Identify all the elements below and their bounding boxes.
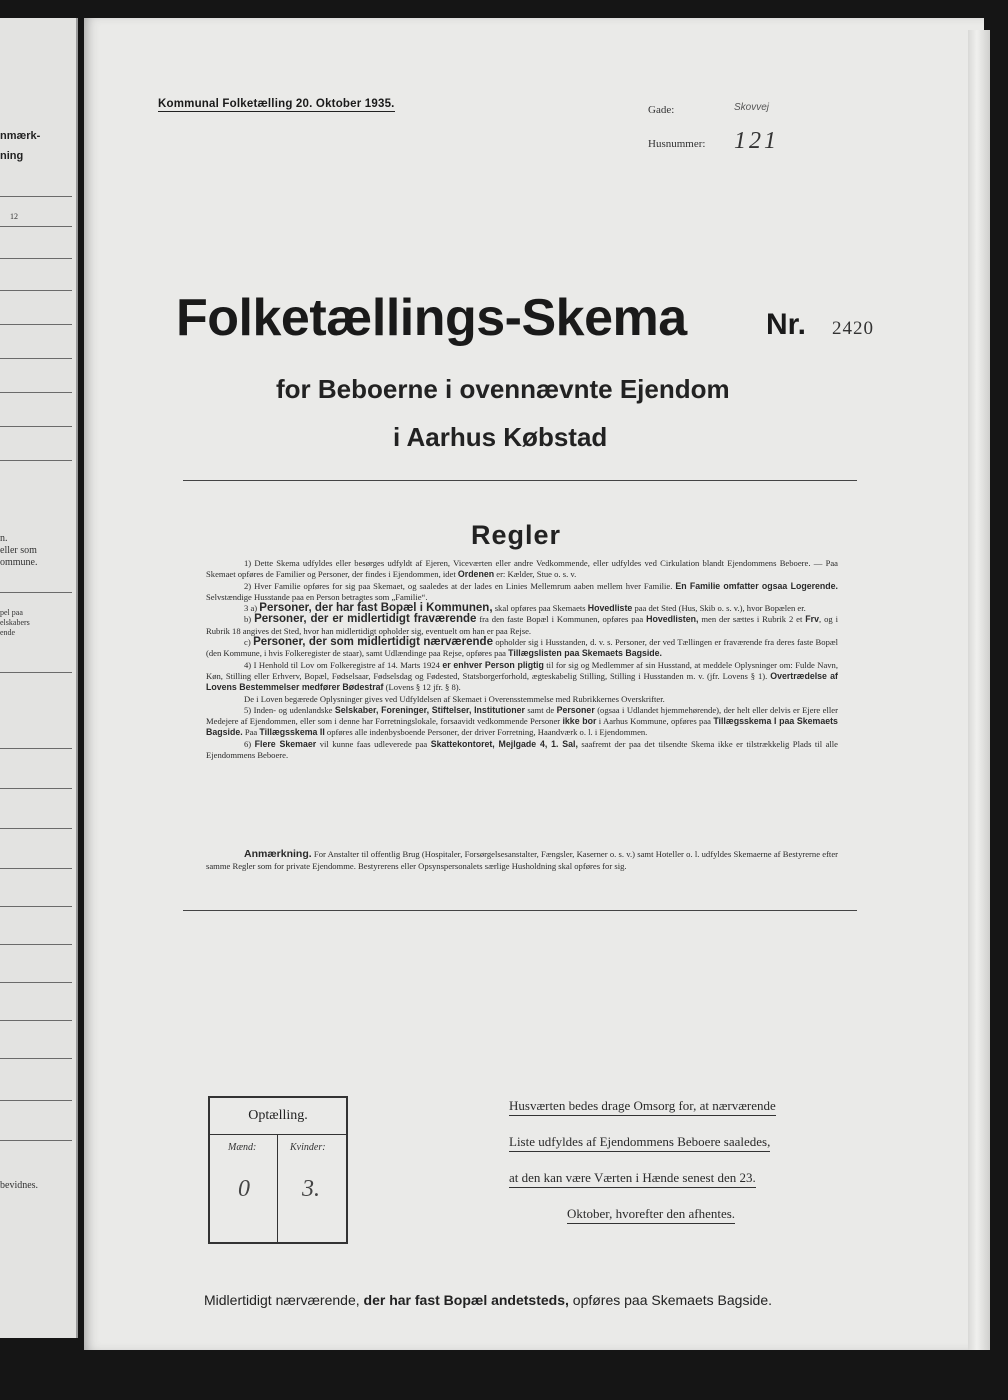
gade-label: Gade:: [648, 104, 675, 116]
left-page-fragment: ning: [0, 150, 24, 162]
rule-3c: c) Personer, der som midlertidigt nærværende opholder sig i Husstanden, d. v. s. Personer, der ved Tællingen er fraværende fra deres faste Bopæl (den Kommune, i hvis Folkeregister de staar), samt Udlændinge paa Rejse, opføres paa Tillægslisten paa Skemaets Bagside.: [206, 636, 838, 659]
census-header: Kommunal Folketælling 20. Oktober 1935.: [158, 98, 395, 110]
notice-line-2: Liste udfyldes af Ejendommens Beboere saaledes,: [509, 1134, 770, 1152]
women-label: Kvinder:: [290, 1142, 326, 1153]
rule-5: 5) Inden- og udenlandske Selskaber, Foreninger, Stiftelser, Institutioner samt de Personer (ogsaa i Udlandet hjemmehørende), der helt eller delvis er Ejere eller Medejere af Ejendommen, eller som i denne har Forretningslokale, forsaavidt vedkommende Personer ikke bor i Aarhus Kommune, opføres paa Tillægsskema I paa Skemaets Bagside. Paa Tillægsskema II opføres alle indenbysboende Personer, der driver Forretning, Haandværk o. l. i Ejendommen.: [206, 704, 838, 738]
rule-3b: b) Personer, der er midlertidigt fraværende fra den faste Bopæl i Kommunen, opføres paa Hovedlisten, men der sættes i Rubrik 2 et Frv, og i Rubrik 18 angives det Sted, hvor han midlertidigt opholder sig, eventuelt om han er paa Rejse.: [206, 613, 838, 636]
left-page-rule: [0, 828, 72, 829]
divider: [183, 910, 857, 911]
left-page-fragment: n.: [0, 533, 8, 544]
left-page-rule: [0, 1020, 72, 1021]
left-page-rule: [0, 460, 72, 461]
left-page-rule: [0, 748, 72, 749]
left-page-rule: [0, 258, 72, 259]
left-page-fragment: nmærk-: [0, 130, 41, 142]
rule-3a: 3 a) Personer, der har fast Bopæl i Kommunen, skal opføres paa Skemaets Hovedliste paa det Sted (Hus, Skib o. s. v.), hvor Bopælen er.: [244, 602, 806, 615]
left-page-rule: [0, 788, 72, 789]
left-page-rule: [0, 324, 72, 325]
left-page-rule: [0, 226, 72, 227]
page-edge: [968, 30, 990, 1350]
rule-4b: De i Loven begærede Oplysninger gives ved Udfyldelsen af Skemaet i Overensstemmelse med Rubrikkernes Overskrifter.: [244, 693, 665, 704]
subtitle-1: for Beboerne i ovennævnte Ejendom: [276, 374, 730, 404]
gade-value: Skovvej: [734, 102, 770, 113]
left-page-rule: [0, 426, 72, 427]
box-rule: [277, 1134, 278, 1242]
rule-1: 1) Dette Skema udfyldes eller besørges udfyldt af Ejeren, Viceværten eller andre Vedkommende, eller udfyldes ved Cirkulation blandt Ejendommens Beboere. — Paa Skemaet opføres de Familier og Personer, der findes i Ejendommen, idet Ordenen er: Kælder, Stue o. s. v.: [206, 558, 838, 580]
left-page-rule: [0, 672, 72, 673]
divider: [183, 480, 857, 481]
rule-2: 2) Hver Familie opføres for sig paa Skemaet, og saaledes at der lades en Linies Mellemrum aaben mellem hver Familie. En Familie omfatter ogsaa Logerende. Selvstændige Husstande paa en Person betragtes som „Familie“.: [206, 580, 838, 602]
left-page-fragment: elskabers: [0, 618, 30, 627]
left-page-rule: [0, 290, 72, 291]
rules-text: [206, 558, 838, 761]
left-page-fragment: ommune.: [0, 557, 38, 568]
nr-value: 2420: [832, 318, 874, 339]
left-page-rule: [0, 868, 72, 869]
men-count: 0: [238, 1176, 250, 1202]
optaelling-title: Optælling.: [248, 1108, 308, 1123]
left-page-strip: [0, 18, 78, 1338]
left-page-rule: [0, 358, 72, 359]
left-page-rule: [0, 592, 72, 593]
anmaerkning: [206, 848, 838, 872]
notice-line-3: at den kan være Værten i Hænde senest den 23.: [509, 1170, 756, 1188]
regler-heading: Regler: [471, 520, 562, 550]
husnummer-value: 121: [734, 128, 779, 154]
husnummer-label: Husnummer:: [648, 138, 706, 150]
left-page-rule: [0, 196, 72, 197]
left-page-fragment: bevidnes.: [0, 1180, 39, 1191]
left-page-rule: [0, 944, 72, 945]
left-page-fragment: eller som: [0, 545, 37, 556]
left-page-rule: [0, 1058, 72, 1059]
left-page-rule: [0, 1140, 72, 1141]
women-count: 3.: [302, 1176, 320, 1202]
optaelling-box: [208, 1096, 348, 1244]
left-page-rule: [0, 1100, 72, 1101]
left-page-rule: [0, 392, 72, 393]
left-page-rule: [0, 906, 72, 907]
subtitle-2: i Aarhus Købstad: [393, 422, 608, 452]
left-page-fragment: 12: [10, 212, 18, 221]
left-page-fragment: ende: [0, 628, 16, 637]
left-page-fragment: pel paa: [0, 608, 23, 617]
notice-line-1: Husværten bedes drage Omsorg for, at nærværende: [509, 1098, 776, 1116]
left-page-rule: [0, 982, 72, 983]
anmaerkning-label: Anmærkning.: [244, 848, 312, 860]
men-label: Mænd:: [228, 1142, 257, 1153]
rule-6: 6) Flere Skemaer vil kunne faas udleverede paa Skattekontoret, Mejlgade 4, 1. Sal, saafremt der paa det tilsendte Skema ikke er tilstrækkelig Plads til alle Ejendommens Beboere.: [206, 738, 838, 761]
rule-4: 4) I Henhold til Lov om Folkeregistre af 14. Marts 1924 er enhver Person pligtig til for sig og Medlemmer af sin Husstand, at meddele Oplysninger om: Fulde Navn, Køn, Stilling eller Erhverv, Bopæl, Fødselsaar, Fødselsdag og Fødested, Statsborgerforhold, ægteskabelig Stilling, Stilling i Husstanden m. v. (jfr. Lovens § 1). Overtrædelse af Lovens Bestemmelser medfører Bødestraf (Lovens § 12 jfr. § 8).: [206, 659, 838, 693]
box-rule: [210, 1134, 346, 1135]
notice-line-4: Oktober, hvorefter den afhentes.: [567, 1206, 735, 1224]
anmaerkning-text: For Anstalter til offentlig Brug (Hospitaler, Forsørgelsesanstalter, Fængsler, Kaserner o. s. v.) samt Hoteller o. l. udfyldes Skemaerne af Bestyrerne efter samme Regler som for private Ejendomme. Bestyrerens eller Opsynspersonalets særlige Husholdning skal opføres for sig.: [206, 849, 838, 871]
footer-note: Midlertidigt nærværende, der har fast Bopæl andetsteds, opføres paa Skemaets Bagside.: [204, 1292, 773, 1308]
page-title: Folketællings-Skema: [176, 289, 687, 347]
nr-label: Nr.: [766, 308, 807, 341]
